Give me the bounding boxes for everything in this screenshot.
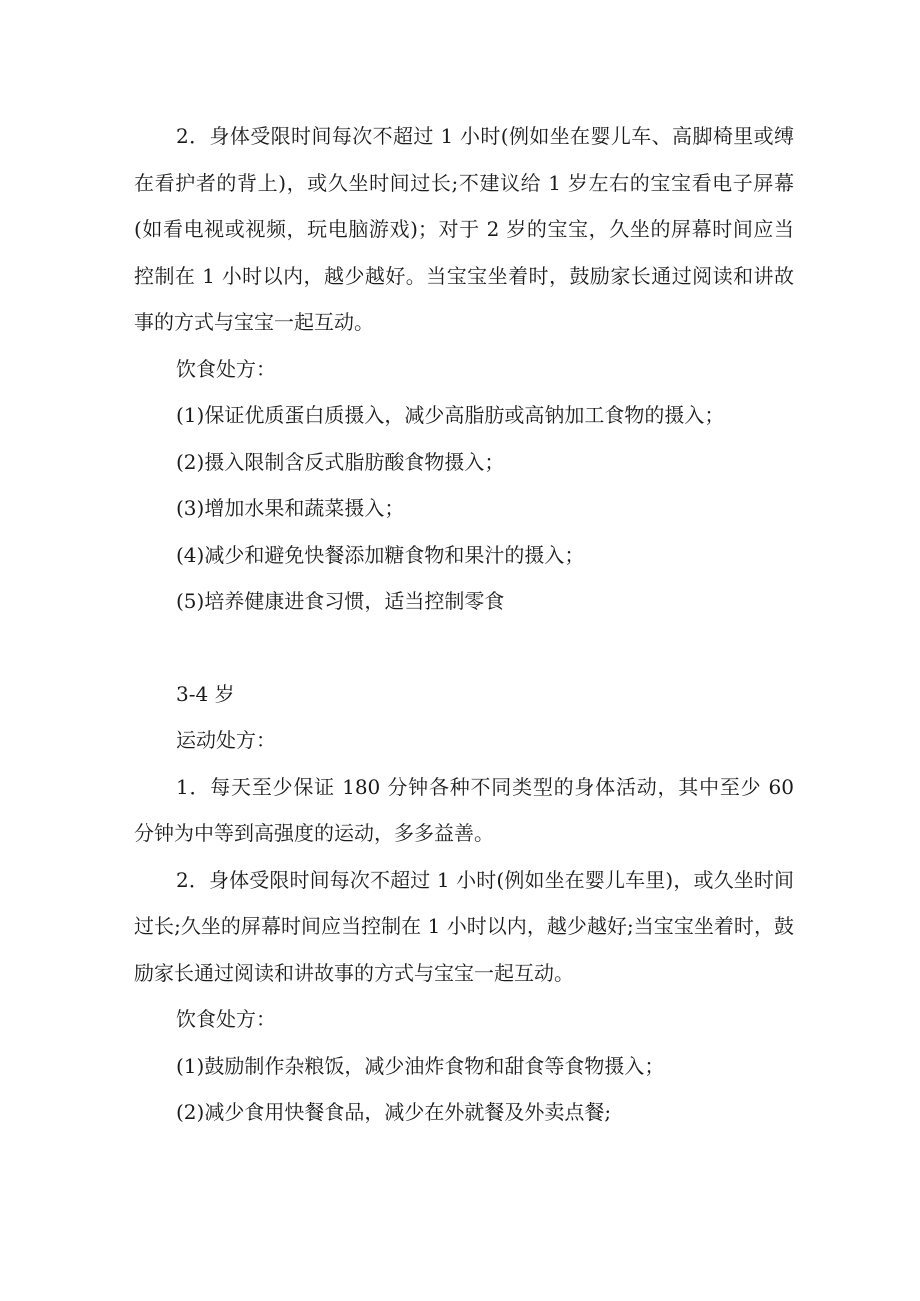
diet-item-4: (4)减少和避免快餐添加糖食物和果汁的摄入； xyxy=(176,542,585,567)
exercise-heading-3-4: 运动处方： xyxy=(176,728,276,752)
diet-item-2: (2)摄入限制含反式脂肪酸食物摄入； xyxy=(176,449,505,474)
paragraph-restriction-3-4: 2．身体受限时间每次不超过 1 小时(例如坐在婴儿车里)，或久坐时间过长;久坐的屏幕时间应当控制在 1 小时以内，越少越好;当宝宝坐着时，鼓励家长通过阅读和讲故事的方式与宝宝一起互动。 xyxy=(134,867,794,985)
diet-item-5: (5)培养健康进食习惯，适当控制零食 xyxy=(176,589,505,613)
diet-item-1: (1)保证优质蛋白质摄入，减少高脂肪或高钠加工食物的摄入； xyxy=(176,403,725,427)
diet-heading-1-2: 饮食处方： xyxy=(176,356,276,381)
section-gap xyxy=(134,625,794,671)
diet-item-3: (3)增加水果和蔬菜摄入； xyxy=(176,496,405,520)
age-heading-3-4: 3-4 岁 xyxy=(176,681,235,706)
diet-item-3-4-1: (1)鼓励制作杂粮饭，减少油炸食物和甜食等食物摄入； xyxy=(176,1053,665,1078)
document-body xyxy=(134,113,794,1136)
diet-item-3-4-2: (2)减少食用快餐食品，减少在外就餐及外卖点餐; xyxy=(176,1100,612,1124)
paragraph-exercise-3-4: 1．每天至少保证 180 分钟各种不同类型的身体活动，其中至少 60 分钟为中等到高强度的运动，多多益善。 xyxy=(134,774,794,845)
diet-heading-3-4: 饮食处方： xyxy=(176,1007,276,1031)
paragraph-restriction-1-2: 2．身体受限时间每次不超过 1 小时(例如坐在婴儿车、高脚椅里或缚在看护者的背上)，或久坐时间过长;不建议给 1 岁左右的宝宝看电子屏幕(如看电视或视频，玩电脑游戏)；对于 2 岁的宝宝，久坐的屏幕时间应当控制在 1 小时以内，越少越好。当宝宝坐着时，鼓励家长通过阅读和讲故事的方式与宝宝一起互动。 xyxy=(134,124,794,334)
